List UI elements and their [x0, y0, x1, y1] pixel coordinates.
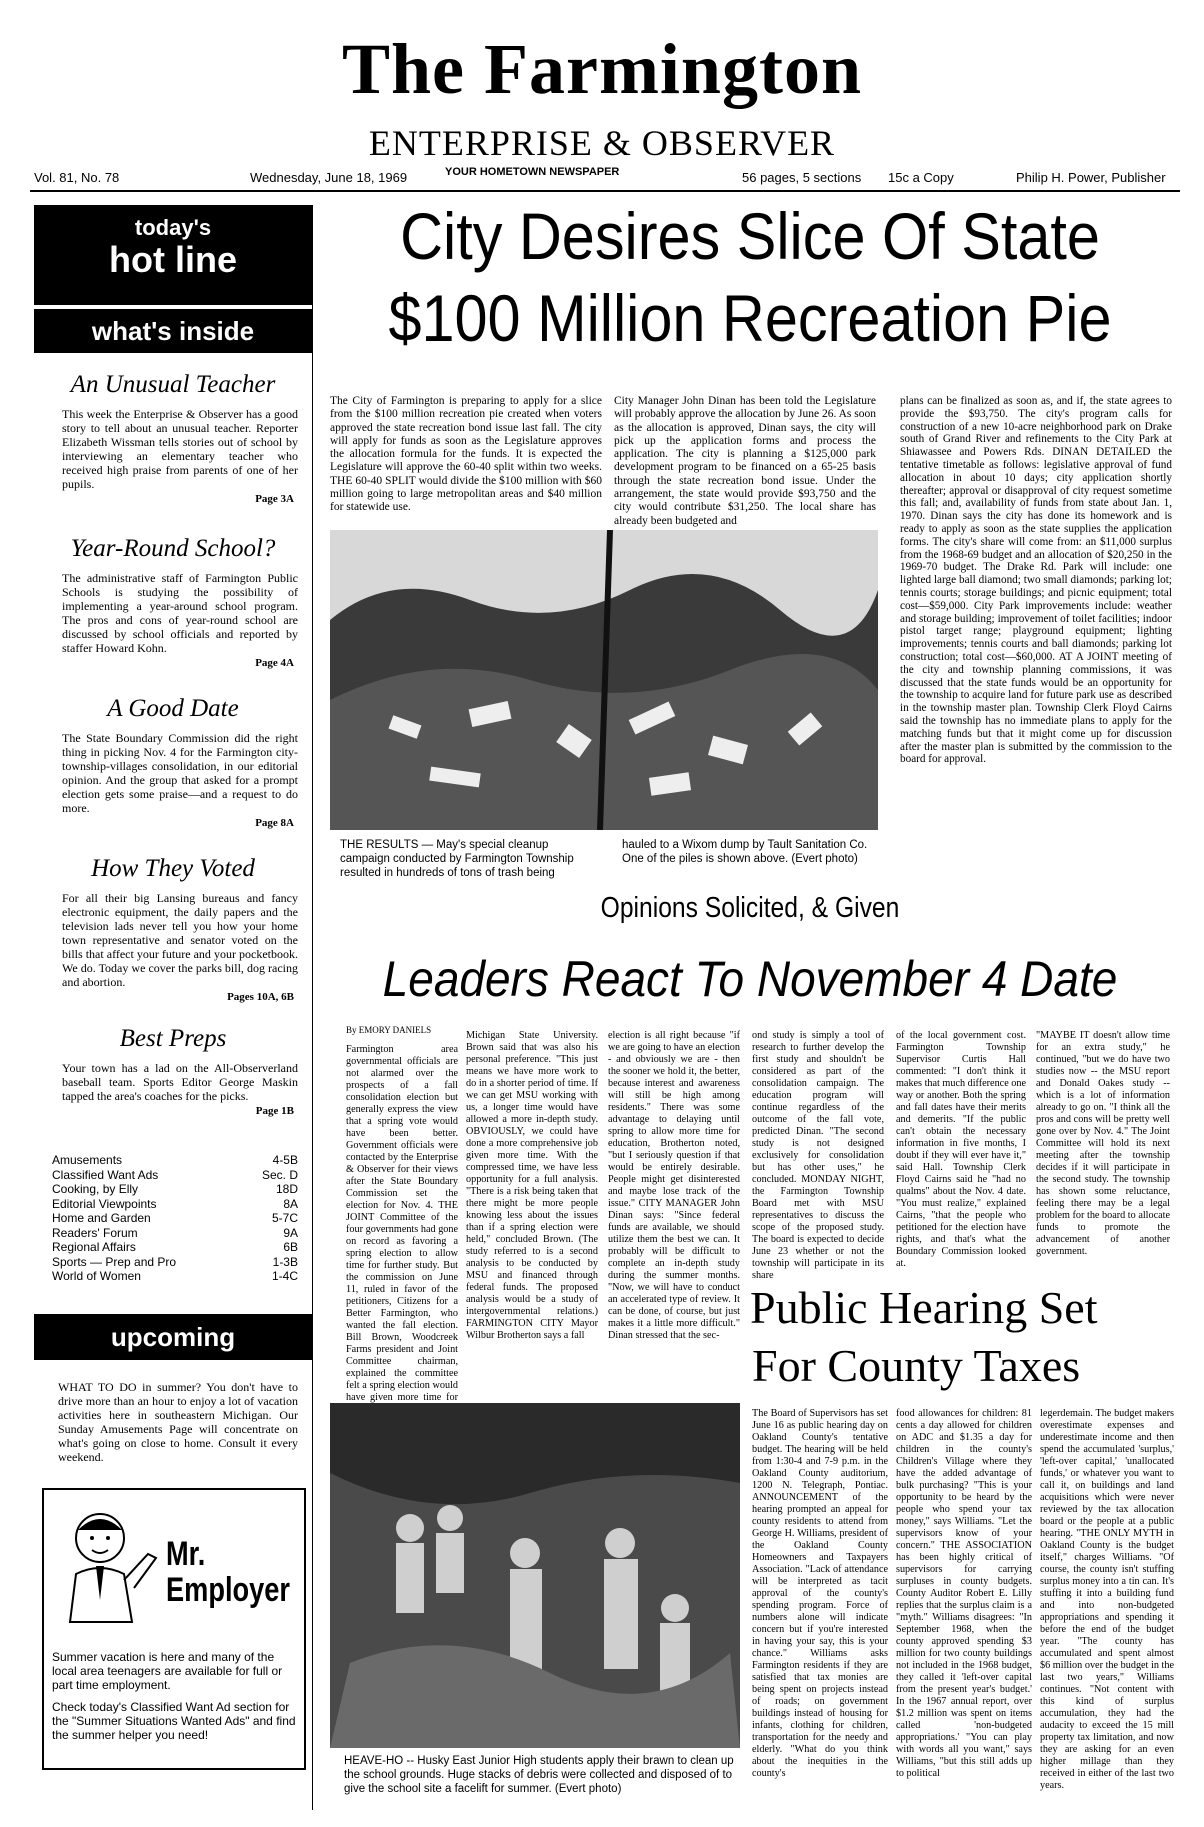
- lead-photo-caption-right: hauled to a Wixom dump by Tault Sanitation Co. One of the piles is shown above. (Evert photo): [622, 839, 868, 865]
- employer-ad: [42, 1488, 306, 1770]
- volume-number: Vol. 81, No. 78: [34, 170, 120, 185]
- lead-col-1: The City of Farmington is preparing to apply for a slice from the $100 million recreation pie created when voters approved the state recreation bond issue last fall. The city will apply for funds as soon as the Legislature approves the allocation formula for the funds. It is expected the Legislature will approve the 60-40 split within two weeks. THE 60-40 SPLIT would divide the $100 million with $60 million going to large metropolitan areas and $40 million for statewide use.: [330, 395, 602, 514]
- inside-item-voted: [34, 855, 312, 1003]
- lead-photo-caption-left: THE RESULTS — May's special cleanup campaign conducted by Farmington Township resulted in hundreds of tons of trash being: [340, 839, 574, 879]
- slogan: YOUR HOMETOWN NEWSPAPER: [445, 166, 620, 178]
- lead-col-3: plans can be finalized as soon as, and if, the state agrees to provide the $93,750. The city's program calls for construction of a new 10-acre neighborhood park on Drake south of Grand River and refinements to the City Park at Shiawassee and Powers Rds. DINAN DETAILED the tentative timetable as follows: legislative approval of fund allocation in about 10 days; city application shortly thereafter; approval or disapproval of city request sometime this fall; and, availability of funds from state about Jan. 1, 1970. Dinan says the city has done its homework and is ready to apply as soon as the state supplies the application forms. The city's share will come from: an $11,000 surplus from the 1968-69 budget and an allocation of $20,250 in the 1969-70 budget. The Drake Rd. Park will include: one lighted large ball diamond; two small diamonds; parking lot; tennis courts; storage buildings; and picnic equipment; total cost—$59,000. City Park improvements include: weather and storage building; improvement of toilet facilities; indoor pistol target range; playground equipment; lighting improvements; tennis courts and ball diamonds; parking lot construction; total cost—$60,000. AT A JOINT meeting of the city and township planning commissions, it was discussed that the state funds would be an opportunity for the township to acquire land for future park use as described in the township master plan. Township Clerk Floyd Cairns said the township has no immediate plans to apply for the matching funds but that it might come up for discussion after the master plan is submitted by the commission to the board for approval.: [900, 395, 1172, 766]
- hearing-col-1: The Board of Supervisors has set June 16 as public hearing day on Oakland County's tentative budget. The hearing will be held from 1:30-4 and 7-9 p.m. in the Oakland County auditorium, 1200 N. Telegraph, Pontiac. ANNOUNCEMENT of the hearing prompted an appeal for county residents to attend from George H. Williams, president of the Oakland County Homeowners and Taxpayers Association. "Lack of attendance will be interpreted as tacit approval of the county's spending program. Force of numbers alone will indicate concern but if you're interested in having your say, this is your chance." Williams asks Farmington residents if they are satisfied that tax monies are being spent on projects instead of roads; on government buildings instead of housing for infants, clothing for children, transportation for the needy and elderly. "What do you think about the inequities in the county's: [752, 1408, 888, 1779]
- inside-item-title: Best Preps: [119, 1025, 227, 1052]
- whats-inside-banner: what's inside: [34, 309, 312, 353]
- inside-item-page: Page 1B: [255, 1105, 294, 1117]
- man-pointing-icon: [52, 1504, 162, 1624]
- inside-item-title: A Good Date: [107, 695, 239, 722]
- leaders-col-4: ond study is simply a tool of research to further develop the first study and shouldn't be considered as part of the consolidation campaign. The education program will continue regardless of the outcome of the fall vote, predicted Dinan. "The second study is not designed exclusively for consolidation but has other uses," he concluded. MONDAY NIGHT, the Farmington Township Board met with MSU representatives to discuss the scope of the proposed study. The board is expected to decide June 23 whether or not the township will participate in its share: [752, 1030, 884, 1281]
- leaders-col-5: of the local government cost. Farmington Township Supervisor Curtis Hall commented: "I don't think it makes that much difference one way or another. Both the spring and fall dates have their merits and demerits. "If the public can't obtain the necessary information in five months, I doubt if they will ever have it," said Hall. Township Clerk Floyd Cairns said he "had no qualms" about the Nov. 4 date. "You must realize," explained Cairns, "that the people who petitioned for the election have rights, and that's what the Boundary Commission looked at.: [896, 1030, 1026, 1269]
- hearing-headline-2: For County Taxes: [752, 1340, 1081, 1391]
- inside-item-school: [34, 535, 312, 669]
- inside-item-text: The State Boundary Commission did the right thing in picking Nov. 4 for the Farmington city-township-villages consolidation, in our editorial opinion. And the group that asked for a prompt election gets some praise—and a request to do more.: [62, 731, 298, 815]
- inside-item-title: An Unusual Teacher: [70, 371, 276, 398]
- index-row: Regional Affairs 6B: [52, 1240, 298, 1254]
- inside-item-title: Year-Round School?: [70, 535, 276, 562]
- inside-item-text: The administrative staff of Farmington Public Schools is studying the possibility of implementing a year-around school program. The pros and cons of year-round school are discussed by school officials and reported by staffer Howard Kohn.: [62, 571, 298, 655]
- cleanup-photo: [330, 530, 878, 830]
- inside-item-preps: [34, 1025, 312, 1117]
- hearing-col-3: legerdemain. The budget makers overestimate expenses and underestimate income and then spend the accumulated 'surplus,' 'left-over capital,' 'unallocated funds,' or whatever you want to call it, on buildings and land acquisitions which were never reviewed by the tax allocation board or the people at a public hearing. "THE ONLY MYTH in Oakland County is the budget itself," charges Williams. "Of course, the county isn't stuffing surplus money into a tin can. It's stuffing it into a building fund and into non-budgeted appropriations and spending it before the end of the budget year. "The county has accumulated and spent almost $6 million over the budget in the last two years," Williams continues. "Not content with this kind of surplus accumulation, they had the audacity to exceed the 15 mill property tax limitation, and now they are asking for an even higher millage than they received in either of the last two years.: [1040, 1408, 1174, 1791]
- inside-item-page: Page 8A: [255, 817, 294, 829]
- inside-item-page: Pages 10A, 6B: [227, 991, 294, 1003]
- masthead-rule: [30, 190, 1180, 192]
- leaders-headline: Leaders React To November 4 Date: [382, 951, 1118, 1007]
- leaders-col-1: Farmington area governmental officials are not alarmed over the prospects of a fall consolidation election but generally express the view that a spring vote would have been better. Government officials were contacted by the Enterprise & Observer for their views after the State Boundary Commission set the election for Nov. 4. THE JOINT Committee of the four governments had gone on record as favoring a spring election to allow time for further study. But the commission on June 11, ruled in favor of the petitioners, Citizens for a Better Farmington, who wanted the fall election. Bill Brown, Woodcreek Farms president and Joint Committee chairman, explained the committee felt a spring election would have given more time for: [346, 1044, 458, 1403]
- inside-item-teacher: [34, 371, 312, 505]
- inside-item-page: Page 4A: [255, 657, 294, 669]
- masthead-title: The Farmington: [341, 29, 862, 109]
- index-row: Cooking, by Elly 18D: [52, 1182, 298, 1196]
- issue-date: Wednesday, June 18, 1969: [250, 170, 408, 185]
- leaders-col-6: "MAYBE IT doesn't allow time for an extra study," he continued, "but we do have two studies now -- the MSU report and Donald Oakes study -- which is a lot of information already to go on. "I think all the pros and cons will be pretty well gone over by Nov. 4." The Joint Committee will hold its next meeting after the township decides if it will participate in the second study. The township has shown some reluctance, feeling there may be a legal problem for the board to allocate funds to promote the advancement of another government.: [1036, 1030, 1170, 1257]
- price: 15c a Copy: [888, 170, 954, 185]
- sidebar: [34, 205, 313, 1810]
- inside-item-text: Your town has a lad on the All-Observerland baseball team. Sports Editor George Maskin tapped the area's coaches for the picks.: [62, 1061, 298, 1103]
- trash-pile-image: [330, 530, 878, 830]
- inside-item-title: How They Voted: [91, 855, 255, 882]
- hotline-bottom: hot line: [109, 239, 237, 280]
- upcoming-text: WHAT TO DO in summer? You don't have to drive more than an hour to enjoy a lot of vacation activities here in southeastern Michigan. Our Sunday Amusements Page will concentrate on what's going on close to home. Consult it every weekend.: [58, 1379, 298, 1464]
- leaders-byline: By EMORY DANIELS: [346, 1025, 432, 1035]
- employer-text: Summer vacation is here and many of the local area teenagers are available for full or part time employment. Check today's Classified Want Ad section for the "Summer Situations Wanted Ads" and find the summer helper you need!: [52, 1649, 296, 1742]
- employer-title: Mr. Employer: [166, 1534, 290, 1609]
- lead-headline-1: City Desires Slice Of State: [400, 199, 1100, 273]
- hearing-headline-1: Public Hearing Set: [750, 1282, 1098, 1333]
- inside-item-text: This week the Enterprise & Observer has a good story to tell about an unusual teacher. Reporter Elizabeth Wissman tells stories out of school by interviewing an elementary teacher who received high praise from parents of one of her pupils.: [62, 407, 298, 491]
- index-row: Home and Garden 5-7C: [52, 1211, 298, 1225]
- publisher: Philip H. Power, Publisher: [1016, 170, 1166, 185]
- hotline-box: [34, 205, 312, 305]
- students-cleanup-image: [330, 1403, 740, 1748]
- index-row: Sports — Prep and Pro 1-3B: [52, 1254, 298, 1269]
- page-count: 56 pages, 5 sections: [742, 170, 862, 185]
- index-row: Amusements 4-5B: [52, 1153, 298, 1167]
- masthead-subtitle: ENTERPRISE & OBSERVER: [368, 123, 836, 163]
- inside-item-date: [34, 695, 312, 829]
- inside-item-text: For all their big Lansing bureaus and fancy electronic equipment, the daily papers and the television lads never tell you how your home town representative and senator voted on the bills that affect your future and your pocketbook. We do. Today we cover the parks bill, dog racing and abortion.: [62, 891, 298, 989]
- section-index: [34, 1153, 312, 1284]
- index-row: Classified Want Ads Sec. D: [52, 1167, 298, 1182]
- students-photo-caption: HEAVE-HO -- Husky East Junior High students apply their brawn to clean up the school grounds. Huge stacks of debris were collected and disposed of to give the school site a facelift for summer. (Evert photo): [344, 1755, 734, 1795]
- lead-col-2: City Manager John Dinan has been told the Legislature will probably approve the allocation by June 26. As soon as the allocation is approved, Dinan says, the city will pick up the application forms and process the application. The city is planning a $125,000 park development program to be financed on a 65-25 basis through the state recreation bond issue. Under the arrangement, the state would provide $93,750 and the city would contribute $31,250. The local share has already been budgeted and: [614, 395, 876, 527]
- index-row: Editorial Viewpoints 8A: [52, 1196, 298, 1211]
- students-photo: [330, 1403, 740, 1748]
- leaders-col-3: election is all right because "if we are going to have an election - and obviously we are - then the sooner we hold it, the better, because interest and awareness will still be high among residents." There was some advantage to delaying until spring to allow more time for education, Brotherton noted, "but I seriously question if that would be entirely desirable. People might get disinterested and maybe lose track of the issue." CITY MANAGER John Dinan says: "Since federal funds are available, we should utilize them the best we can. It probably will be difficult to complete an in-depth study during the summer months. "Now, we will have to conduct an accelerated type of review. It can be done, of course, but just makes it a little more difficult." Dinan stressed that the sec-: [608, 1030, 740, 1341]
- lead-headline-2: $100 Million Recreation Pie: [388, 281, 1112, 355]
- index-row: Readers' Forum 9A: [52, 1225, 298, 1240]
- upcoming-banner: upcoming: [34, 1314, 312, 1360]
- inside-item-page: Page 3A: [255, 493, 294, 505]
- hearing-col-2: food allowances for children: 81 cents a day allowed for children on ADC and $1.35 a day for children in the county's Children's Village where they have the added advantage of bulk purchasing? "This is your opportunity to be heard by the people who spend your tax money," says Williams. "Let the supervisors know of your concern." THE ASSOCIATION has been highly critical of supervisors for carrying surpluses in county budgets. County Auditor Robert E. Lilly replies that the surplus claim is a "myth." Williams disagrees: "In September 1968, when the county approved spending $3 million for two county buildings not included in the 1968 budget, they called it 'left-over capital from the present year's budget.' In the 1967 annual report, over $1.2 million was spent on items called 'non-budgeted appropriations.' "You can play with words all you want," says Williams, "but this still adds up to political: [896, 1408, 1032, 1779]
- hotline-top: today's: [134, 215, 212, 240]
- leaders-col-2: Michigan State University. Brown said that was also his personal preference. "This just means we have more work to do in a shorter period of time. If we can get MSU working with us, a longer time would have allowed a more in-depth study. OBVIOUSLY, we could have done a more comprehensive job given more time. With the compressed time, we have less opportunity for a full analysis. "There is a risk being taken that there might be more people knowing less about the issues than if a spring election were held," concluded Brown. (The study referred to is a second analysis to be conducted by MSU and financed through federal funds. The proposed analysis would be a study of intergovernmental relations.) FARMINGTON CITY Mayor Wilbur Brotherton says a fall: [466, 1030, 598, 1341]
- index-row: World of Women 1-4C: [52, 1269, 298, 1283]
- leaders-kicker: Opinions Solicited, & Given: [600, 892, 900, 924]
